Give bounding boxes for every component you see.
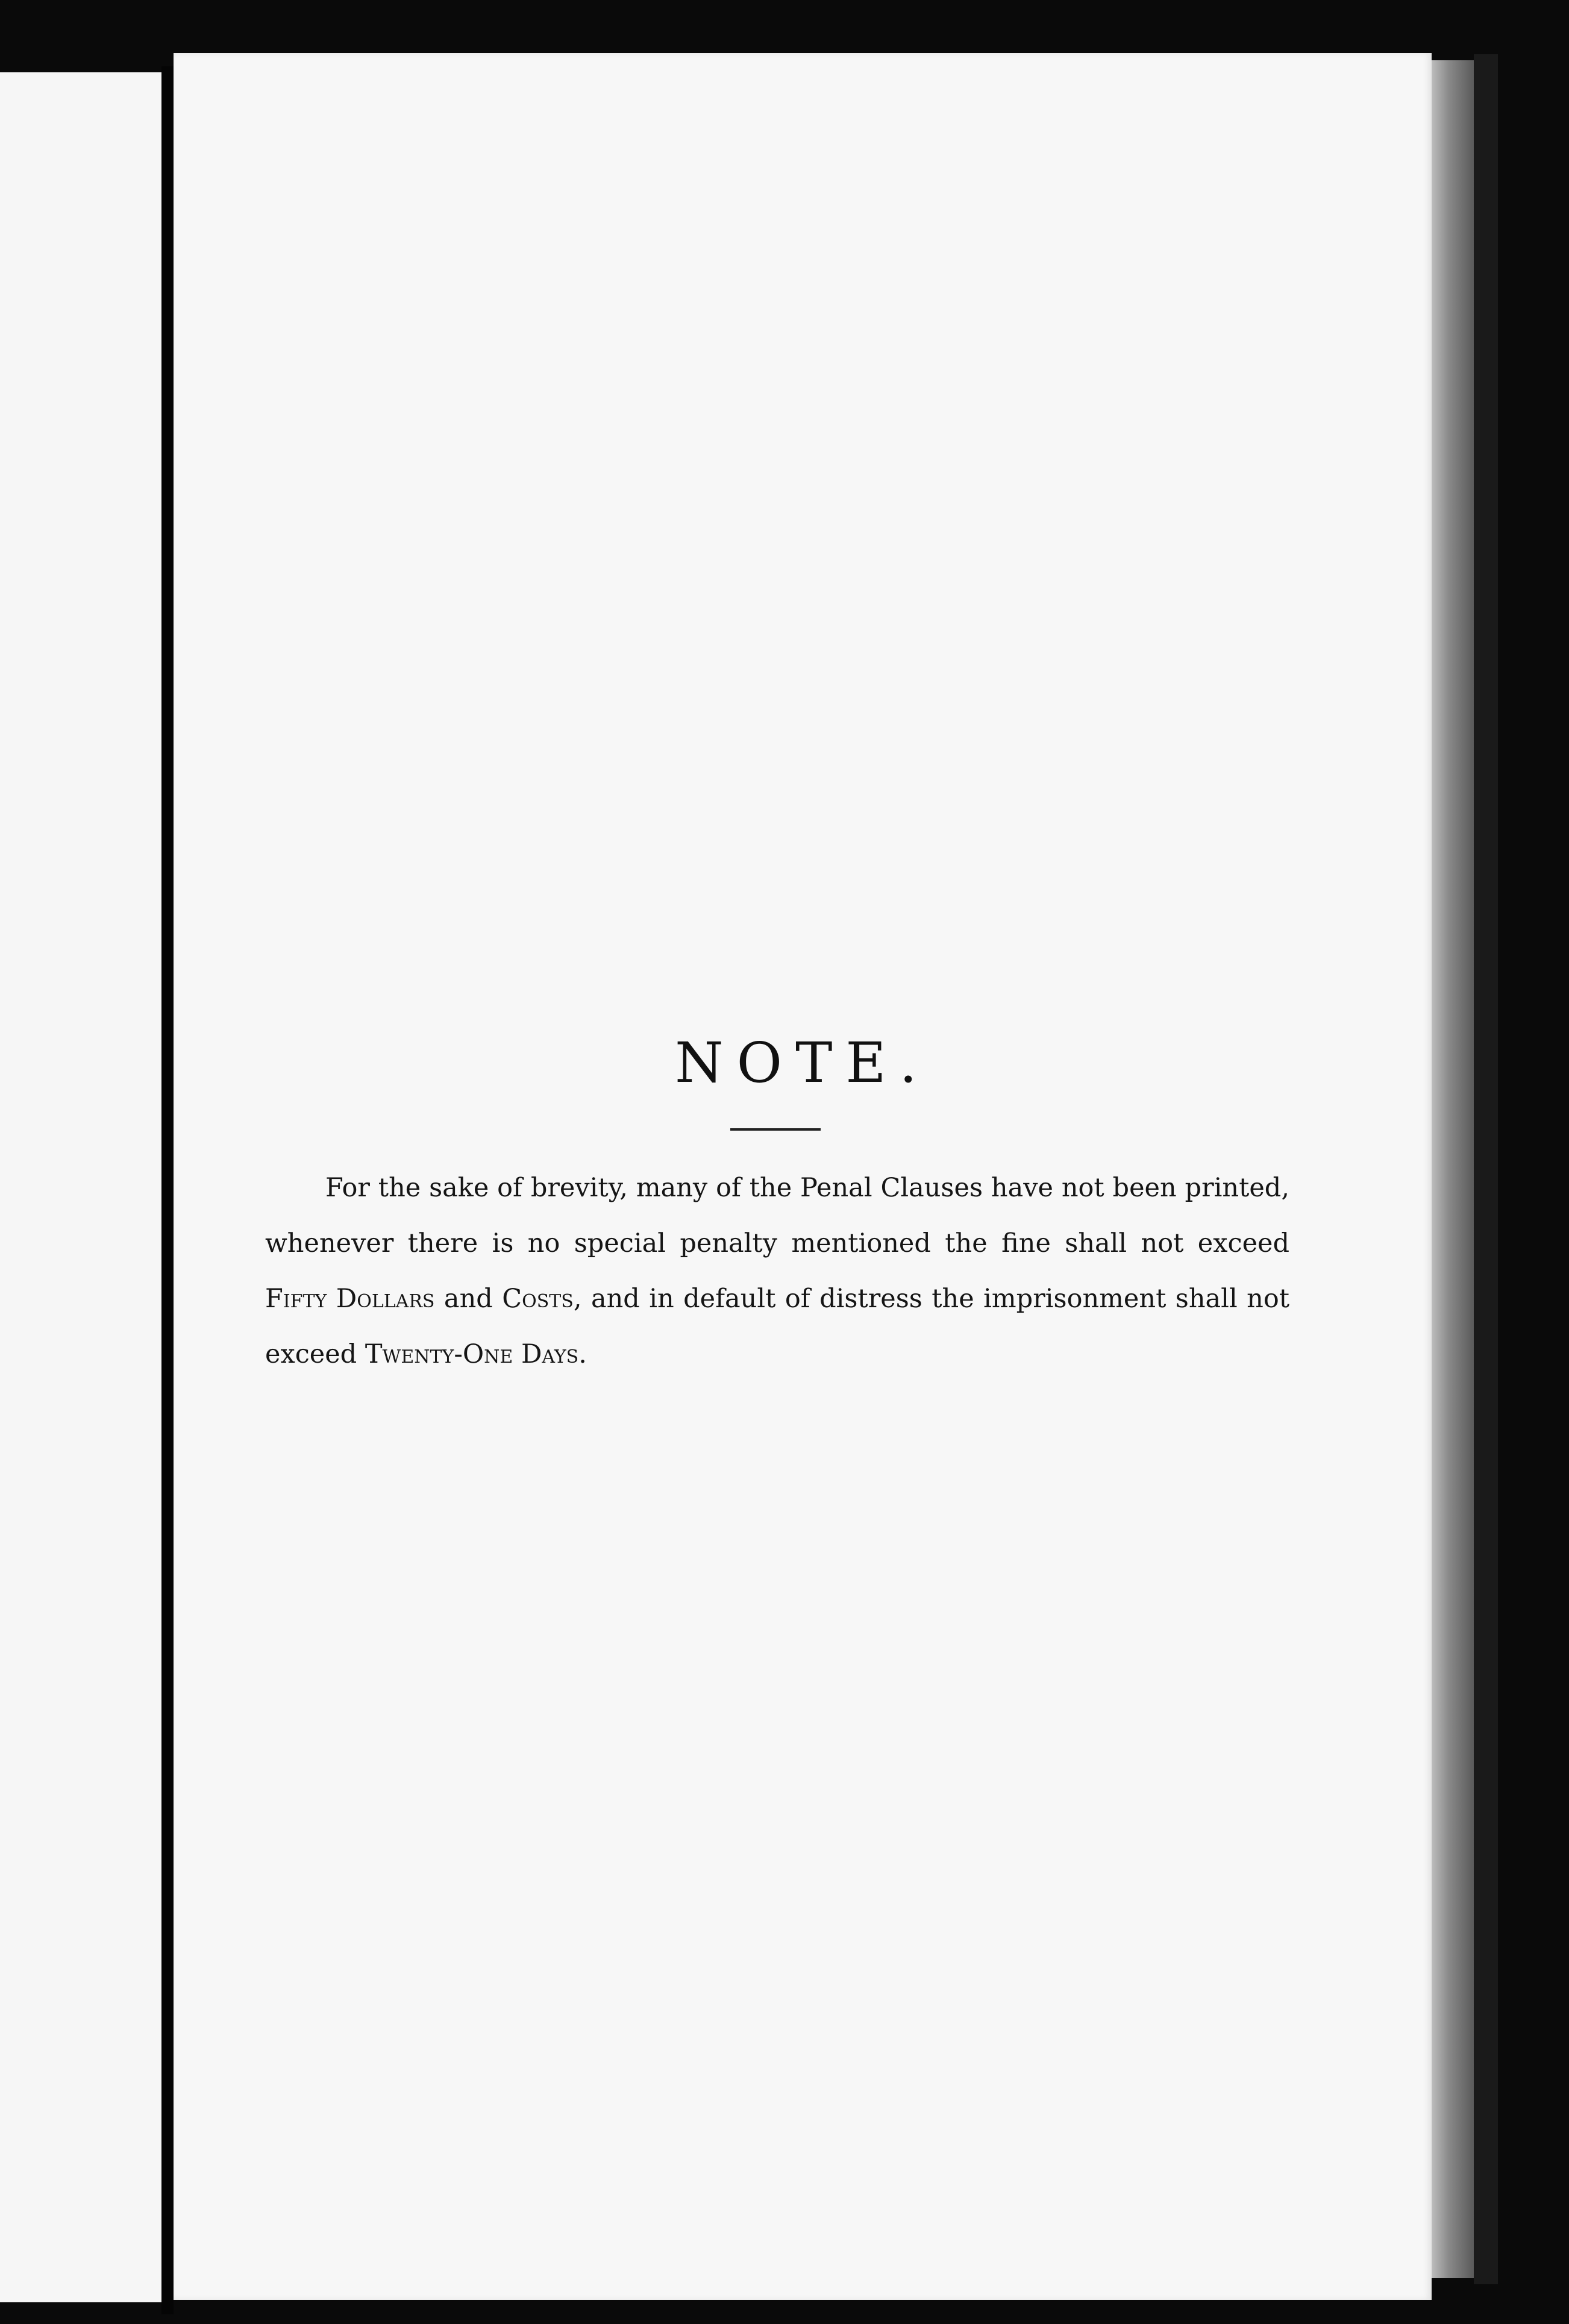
page-title: NOTE. [675,1031,930,1095]
note-text-3: , and in default of distress the imprisonment shall not exceed [265,1284,1289,1369]
page-gutter [161,66,174,2314]
note-text-2: and [434,1284,503,1314]
heading-rule [730,1128,821,1131]
prison-term: Twenty-One Days [365,1339,579,1369]
note-paragraph [265,1160,1289,1382]
page-edge-shadow [1474,54,1498,2284]
costs-term: Costs [502,1284,574,1314]
fine-amount: Fifty Dollars [265,1284,435,1314]
note-text-4: . [578,1339,587,1369]
facing-page-fragment [0,72,161,2302]
page-edge [1432,60,1474,2278]
note-text-1: For the sake of brevity, many of the Penal Clauses have not been printed, whenever there is no special penalty mentioned the fine shall not exceed [265,1173,1289,1258]
